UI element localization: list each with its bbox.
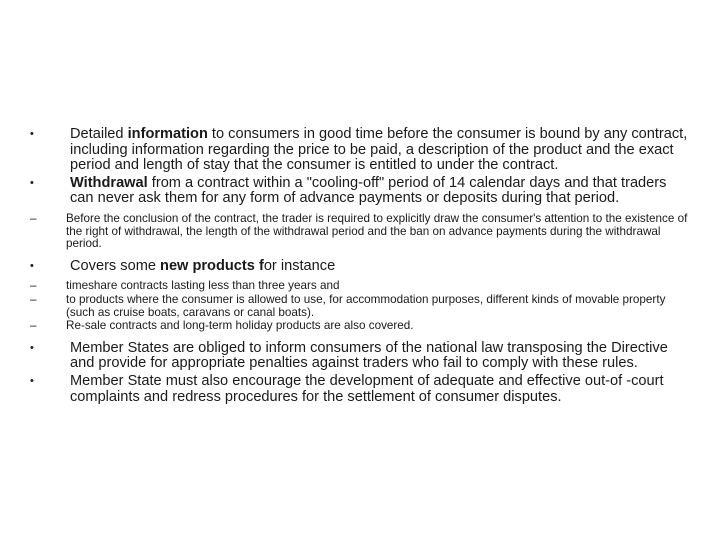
bullet-text: Member States are obliged to inform consumers of the national law transposing the Directive and provide for appropriate penalties against traders who fail to comply with these rules. [70, 339, 668, 372]
bullet-list [30, 127, 690, 407]
bullet-text: Covers some new products for instance [70, 257, 336, 274]
sub-list [30, 213, 690, 251]
bullet-item [30, 259, 690, 275]
sub-item [30, 320, 690, 333]
bullet-text: Member State must also encourage the development of adequate and effective out-of -court complaints and redress procedures for the settlement of consumer disputes. [70, 372, 664, 405]
bullet-item [30, 341, 690, 372]
bullet-item [30, 176, 690, 207]
dash-marker: – [30, 319, 37, 333]
bullet-marker: • [30, 176, 34, 189]
bullet-item [30, 374, 690, 405]
bullet-marker: • [30, 341, 34, 354]
sub-item [30, 280, 690, 293]
sub-list [30, 280, 690, 332]
bullet-marker: • [30, 374, 34, 387]
sub-item-text: to products where the consumer is allowed to use, for accommodation purposes, different kinds of movable property (such as cruise boats, caravans or canal boats). [66, 292, 666, 319]
bullet-item [30, 127, 690, 174]
bullet-marker: • [30, 259, 34, 272]
sub-item [30, 294, 690, 319]
bullet-marker: • [30, 128, 34, 140]
sub-item-text: Before the conclusion of the contract, the trader is required to explicitly draw the consumer's attention to the existence of the right of withdrawal, the length of the withdrawal period and the ban on advance payments during the withdrawal period. [66, 211, 688, 251]
sub-item [30, 213, 690, 251]
dash-marker: – [30, 279, 37, 293]
sub-list-wrapper [30, 280, 690, 332]
sub-item-text: timeshare contracts lasting less than three years and [66, 279, 340, 293]
bullet-text: Withdrawal from a contract within a "cooling-off" period of 14 calendar days and that traders can never ask them for any form of advance payments or deposits during that period. [70, 174, 667, 207]
dash-marker: – [30, 211, 37, 225]
bullet-text: Detailed information to consumers in good time before the consumer is bound by any contract, including information regarding the price to be paid, a description of the product and the exact period and length of stay that the consumer is entitled to under the contract. [70, 126, 688, 174]
sub-list-wrapper [30, 213, 690, 251]
sub-item-text: Re-sale contracts and long-term holiday products are also covered. [66, 319, 414, 333]
dash-marker: – [30, 292, 37, 306]
